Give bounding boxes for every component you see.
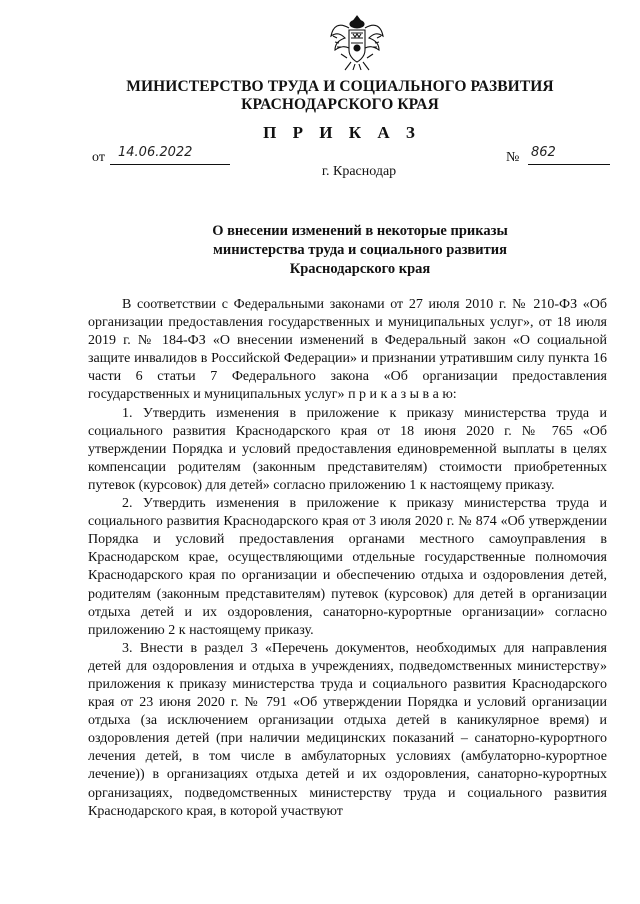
title-line-2: министерства труда и социального развития [213,242,507,258]
date-value: 14.06.2022 [118,145,193,160]
ministry-line-2: КРАСНОДАРСКОГО КРАЯ [241,96,439,113]
document-title [80,222,640,279]
item-2: 2. Утвердить изменения в приложение к приказу министерства труда и социального развития Краснодарского края от 3 июля 2020 г. № 874 «Об утверждении Порядка и условий предоставления органами местного самоуправления в Краснодарском крае, осуществляющими отдельные государственные полномочия Краснодарского края по организации и обеспечению отдыха и оздоровления детей, родителям (законным представителям) путевок (курсовок) для детей в организации отдыха детей и их оздоровления, санаторно-курортные организации» согласно приложению 2 к настоящему приказу. [88,496,607,638]
date-label: от [92,150,105,165]
document-body [88,296,607,821]
prikazyvayu: п р и к а з ы в а ю: [348,387,457,403]
preamble-paragraph [88,296,607,405]
title-line-3: Краснодарского края [289,261,431,277]
ministry-name [40,78,640,114]
coat-of-arms-icon [329,14,385,72]
item-1: 1. Утвердить изменения в приложение к приказу министерства труда и социального развития Краснодарского края от 18 июня 2020 г. № 765 «Об утверждении Порядка и условий предоставления единовременной выплаты в целях компенсации родителям (законным представителям) стоимости приобретенных путевок (курсовок) для детей» согласно приложению 1 к настоящему приказу. [88,405,607,493]
preamble-text: В соответствии с Федеральными законами от 27 июля 2010 г. № 210-ФЗ «Об организации предоставления государственных и муниципальных услуг», от 18 июля 2019 г. № 184-ФЗ «О внесении изменений в Федеральный закон «О социальной защите инвалидов в Российской Федерации» и признании утратившим силу пункта 16 части 6 статьи 7 Федерального закона «Об организации предоставления государственных и муниципальных услуг» [88,297,607,403]
city: г. Краснодар [321,164,397,179]
title-line-1: О внесении изменений в некоторые приказы [212,223,508,239]
number-value: 862 [531,145,556,160]
document-type: П Р И К А З [263,123,421,142]
item-3: 3. Внести в раздел 3 «Перечень документов, необходимых для направления детей для оздоровления и отдыха в учреждениях, подведомственных министерству» приложения к приказу министерства труда и социального развития Краснодарского края от 23 июня 2020 г. № 791 «Об утверждении Порядка и условий организации отдыха (за исключением организации отдыха детей в каникулярное время) и оздоровления детей (при наличии медицинских показаний – санаторно-курортного лечения детей, в том числе в амбулаторных условиях (амбулаторно-курортное лечение)) в организациях отдыха детей и их оздоровления, санаторно-курортных организациях, подведомственных министерству труда и социального развития Краснодарского края, в которой участвуют [88,640,607,819]
number-label: № [506,150,520,165]
ministry-line-1: МИНИСТЕРСТВО ТРУДА И СОЦИАЛЬНОГО РАЗВИТИЯ [126,78,554,95]
